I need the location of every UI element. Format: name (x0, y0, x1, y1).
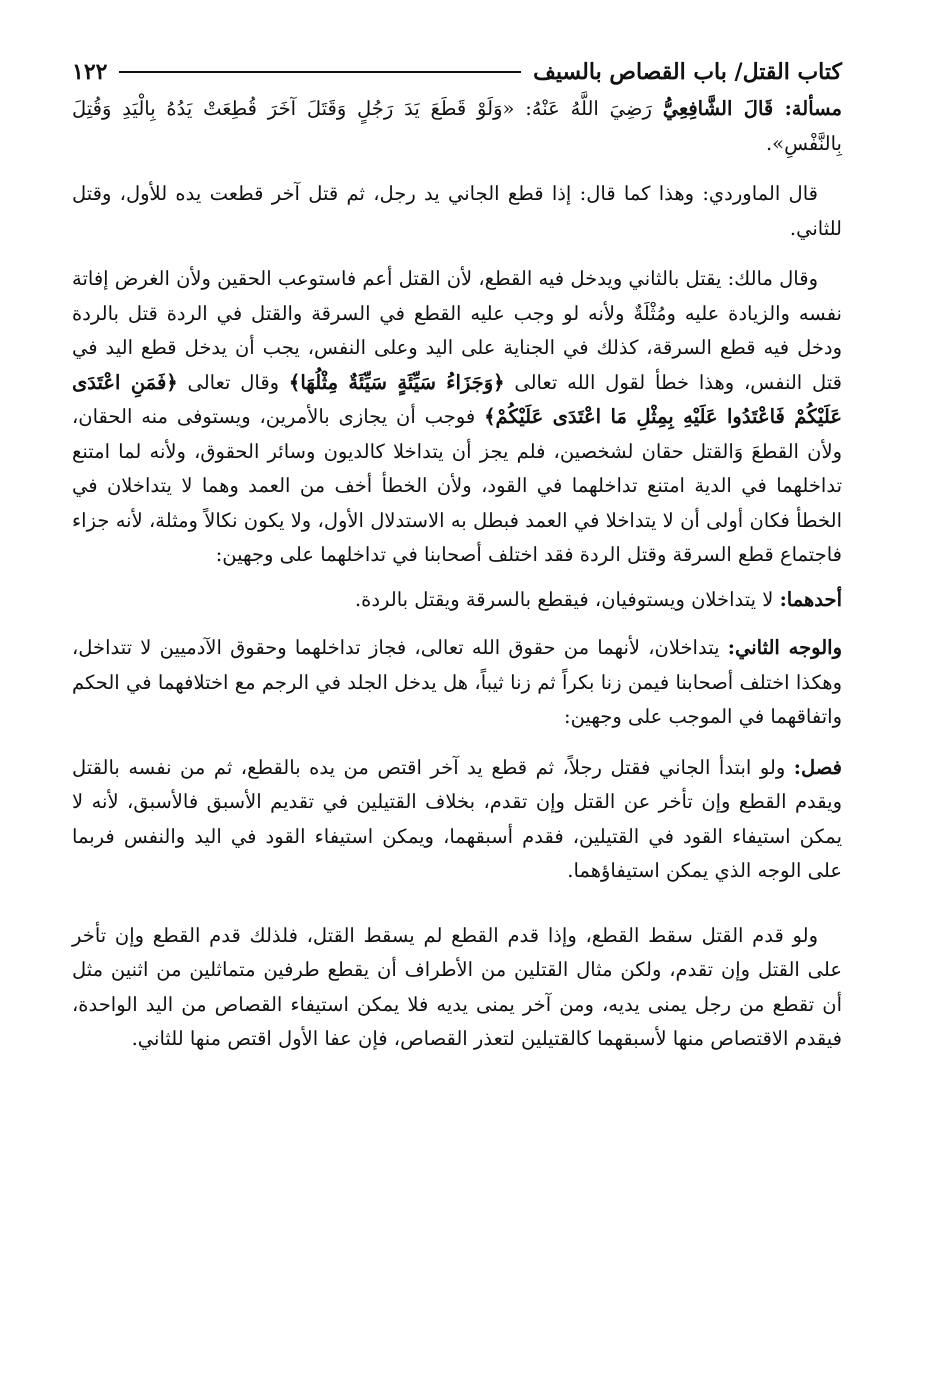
page-number: ١٢٢ (72, 59, 108, 85)
mawardi-paragraph (72, 177, 842, 246)
masala-paragraph (72, 92, 842, 161)
paragraph-text: ولو ابتدأ الجاني فقتل رجلاً، ثم قطع يد آخر اقتص من يده بالقطع، ثم من نفسه بالقتل ويقدم القطع وإن تأخر عن القتل وإن تقدم، بخلاف القتيلين في تقديم الأسبق فالأسبق، لأنه لا يمكن استيفاء القود في القتيلين، فقدم أسبقهما، ويمكن استيفاء القود في اليد والنفس فربما على الوجه الذي يمكن استيفاؤهما. (72, 755, 842, 882)
paragraph-text: ولو قدم القتل سقط القطع، وإذا قدم القطع لم يسقط القتل، فلذلك قدم القطع وإن تأخر على القتل وإن تقدم، ولكن مثال القتلين من الأطراف أن يقطع طرفين متماثلين من اثنين مثل أن تقطع من رجل يمنى يديه، ومن آخر يمنى يديه فلا يمكن استيفاء القصاص من اليد الواحدة، فيقدم الاقتصاص منها لأسبقهما كالقتيلين لتعذر القصاص، فإن عفا الأول اقتص منها للثاني. (72, 923, 842, 1050)
paragraph-text: قال الماوردي: وهذا كما قال: إذا قطع الجاني يد رجل، ثم قتل آخر قطعت يده للأول، وقتل للثاني. (72, 182, 842, 240)
fasl-paragraph (72, 751, 842, 889)
second-opinion-paragraph (72, 631, 842, 735)
paragraph-lead: والوجه الثاني: (727, 636, 842, 659)
paragraph-lead: مسألة: قَالَ الشَّافِعِيُّ (662, 97, 842, 120)
quran-verse: ﴿وَجَزَاءُ سَيِّئَةٍ سَيِّئَةٌ مِثْلُهَا﴾ (288, 370, 505, 394)
quran-verse: ﴿فَمَنِ اعْتَدَى عَلَيْكُمْ فَاعْتَدُوا عَلَيْهِ بِمِثْلِ مَا اعْتَدَى عَلَيْكُمْ﴾ (72, 370, 842, 428)
book-page (72, 52, 842, 1057)
final-paragraph (72, 919, 842, 1057)
paragraph-text: وقال تعالى (177, 370, 289, 394)
paragraph-lead: أحدهما: (779, 587, 842, 611)
running-header (72, 52, 842, 92)
paragraph-text: فوجب أن يجازى بالأمرين، ويستوفى منه الحقان، ولأن القطعَ وَالقتل حقان لشخصين، فلم يجز أن يتداخلا كالديون وسائر الحقوق، ولأنه لما امتنع تداخلهما في الدية امتنع تداخلهما في القود، ولأن الخطأ أخف من العمد وهما لا يتداخلان في الخطأ فكان أولى أن لا يتداخلا في العمد فبطل به الاستدلال الأول، ولا يكون نكالاً ومثلة، لأنه جزاء فاجتماع قطع السرقة وقتل الردة فقد اختلف أصحابنا في تداخلهما على وجهين: (72, 405, 842, 566)
malik-paragraph (72, 262, 842, 573)
chapter-title: كتاب القتل/ باب القصاص بالسيف (533, 59, 842, 85)
paragraph-text: وقال مالك: يقتل بالثاني ويدخل فيه القطع، لأن القتل أعم فاستوعب الحقين ولأن الغرض إفاتة نفسه والزيادة عليه ومُثْلَةٌ ولأنه لو وجب عليه القطع في السرقة والقتل في الردة قتل بالردة ودخل فيه قطع السرقة، كذلك في الجناية على اليد وعلى النفس، يجب أن يدخل قطع اليد في قتل النفس، وهذا خطأ لقول الله تعالى (72, 267, 842, 394)
paragraph-text: يتداخلان، لأنهما من حقوق الله تعالى، فجاز تداخلهما وحقوق الآدميين لا تتداخل، وهكذا اختلف أصحابنا فيمن زنا بكراً ثم زنا ثيباً، هل يدخل الجلد في الرجم مع اختلافهما في الحكم واتفاقهما في الموجب على وجهين: (72, 636, 842, 728)
header-rule (119, 71, 521, 73)
paragraph-lead: فصل: (793, 755, 842, 779)
first-opinion-paragraph (72, 583, 842, 618)
paragraph-text: رَضِيَ اللَّهُ عَنْهُ: «وَلَوْ قَطَعَ يَدَ رَجُلٍ وَقَتَلَ آخَرَ قُطِعَتْ يَدُهُ بِالْيَدِ وَقُتِلَ بِالنَّفْسِ». (72, 97, 842, 155)
paragraph-text: لا يتداخلان ويستوفيان، فيقطع بالسرقة ويقتل بالردة. (354, 587, 780, 611)
